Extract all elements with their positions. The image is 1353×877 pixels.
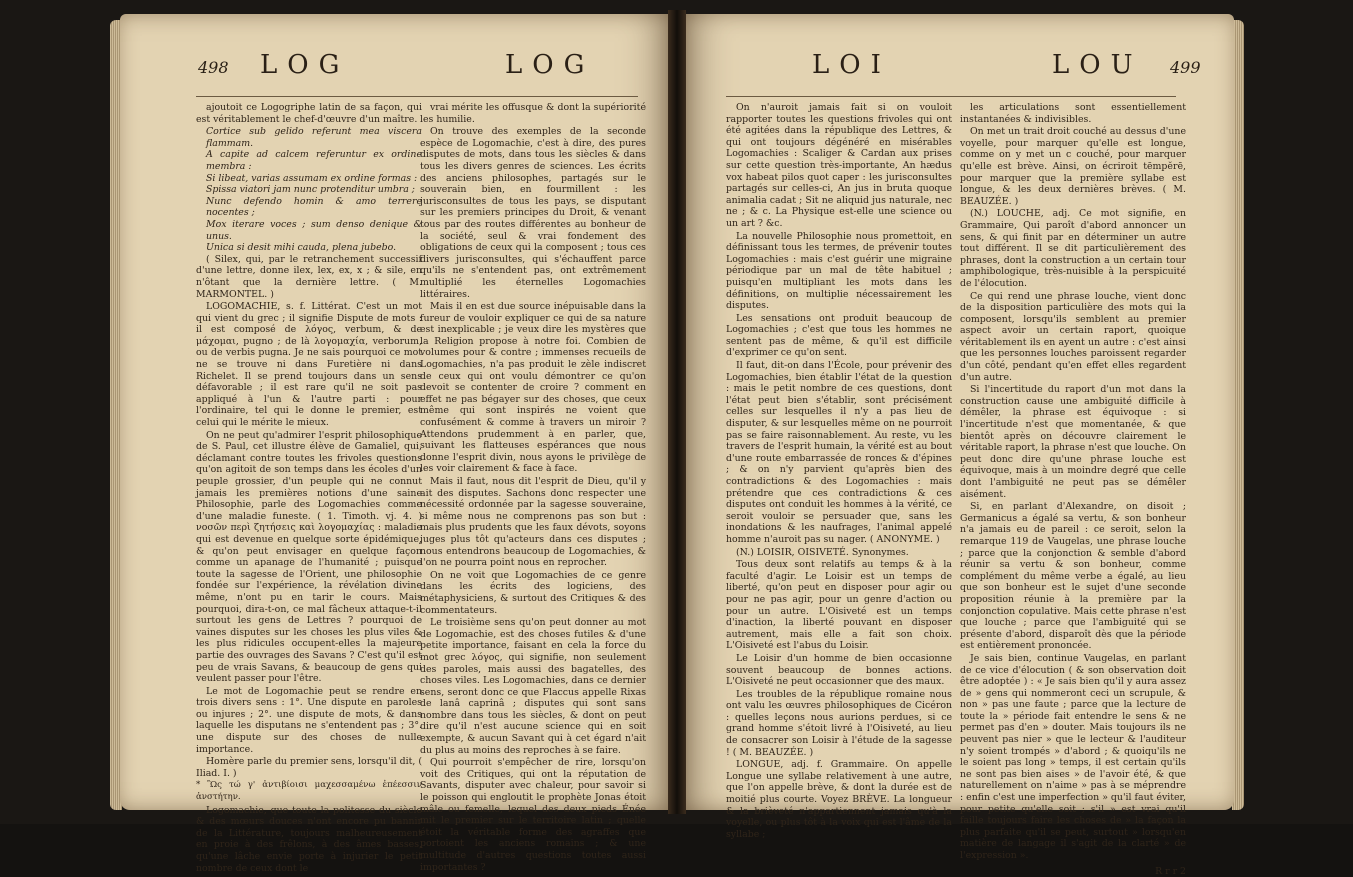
verse-line: Nunc defendo homin & amo terrere nocentes ; (206, 195, 422, 219)
verse-line: Cortice sub gelido referunt mea viscera flammam. (206, 126, 422, 149)
paragraph: Logomachie, que toute la politesse du siècle & des mœurs douces n'ont encore pu bannir de la Littérature, toujours malheureusement en proie à des frêlons, à des âmes basses, qu'une lâche envie porte à injurier le petit nombre de ceux dont le (196, 804, 422, 874)
paragraph: Si, en parlant d'Alexandre, on disoit ; Germanicus a égalé sa vertu, & son bonheur n'a jamais eu de pareil : ce seroit, selon la remarque 119 de Vaugelas, une phrase louche ; parce que la conjonction & semble d'abord réunir sa vertu & son bonheur, comme complément du même verbe a égalé, au lieu que son bonheur est le sujet d'une seconde proposition réunie à la première par la conjonction copulative. Mais cette phrase n'est que louche ; parce que l'ambiguité qui se présente d'abord, disparoît dès que la période est entièrement prononcée. (960, 501, 1186, 652)
paragraph: On ne voit que Logomachies de ce genre dans les écrits des logiciens, des métaphysiciens, & surtout des Critiques & des commentateurs. (420, 569, 646, 616)
paragraph: On n'auroit jamais fait si on vouloit rapporter toutes les questions frivoles qui ont été agitées dans la république des Lettres, & qui ont toujours dégénéré en misérables Logomachies : Scaliger & Cardan aux prises sur cette question très-importante, An hædus vox habeat pilos quot caper : les jurisconsultes partagés sur celles-ci, An jus in bruta quoque animalia cadat ; Sit ne aliquid jus naturale, nec ne ; & c. La Physique est-elle une science ou un art ? &c. (726, 102, 952, 229)
left-page-column-1 (196, 102, 422, 874)
verse-line: Unica si desit mihi cauda, plena jubebo. (206, 242, 397, 254)
left-page-column-2 (420, 102, 646, 873)
running-head-right: LOG (505, 50, 595, 80)
running-head-right: LOU (1052, 50, 1143, 80)
paragraph: (N.) LOISIR, OISIVETÉ. Synonymes. (736, 546, 909, 558)
paragraph: On trouve des exemples de la seconde espèce de Logomachie, c'est à dire, des pures disputes de mots, dans tous les siècles & dans tous les divers genres de sciences. Les écrits des anciens philosophes, partagés sur le souverain bien, en fourmillent : les jurisconsultes de tous les pays, se disputant sur les premiers principes du Droit, & venant tous par des routes différentes au bonheur de la société, seul & vrai fondement des obligations de ceux qui la composent ; tous ces divers jurisconsultes, qui s'échauffent parce qu'ils ne s'entendent pas, ont extrêmement multiplié les éternelles Logomachies littéraires. (420, 126, 646, 300)
paragraph: les articulations sont essentiellement instantanées & indivisibles. (960, 102, 1186, 125)
right-page-column-1 (726, 102, 952, 840)
paragraph: Mais il faut, nous dit l'esprit de Dieu, qu'il y ait des disputes. Sachons donc respecter une nécessité ordonnée par la sagesse souveraine, si même nous ne comprenons pas son but : mais plus prudents que les faux dévots, soyons juges plus tôt qu'acteurs dans ces disputes ; nous entendrons beaucoup de Logomachies, & l'on ne pourra point nous en reprocher. (420, 476, 646, 569)
paragraph: On met un trait droit couché au dessus d'une voyelle, pour marquer qu'elle est longue, comme on y met un c couché, pour marquer qu'elle est brève. Ainsi, on écriroit tēmpĕrē, pour marquer que la première syllabe est longue, & les deux dernières brèves. ( M. BEAUZÉE. ) (960, 126, 1186, 207)
left-page (120, 14, 672, 874)
paragraph: Tous deux sont relatifs au temps & à la faculté d'agir. Le Loisir est un temps de liberté, qu'on peut en disposer pour agir ou pour ne pas agir, pour un genre d'action ou pour un autre. L'Oisiveté est un temps d'inaction, la liberté pouvant en disposer autrement, mais elle a fait son choix. L'Oisiveté est l'abus du Loisir. (726, 559, 952, 652)
verse-line: A capite ad calcem referuntur ex ordine membra : (206, 149, 422, 172)
paragraph: ( Silex, qui, par le retranchement successif d'une lettre, donne ilex, lex, ex, x ; & sile, en n'ôtant que la dernière lettre. ( M. MARMONTEL. ) (196, 253, 422, 300)
running-head-left: LOI (812, 50, 891, 80)
paragraph: Le Loisir d'un homme de bien occasionne souvent beaucoup de bonnes actions. L'Oisiveté ne peut occasionner que des maux. (726, 652, 952, 688)
paragraph: La nouvelle Philosophie nous promettoit, en définissant tous les termes, de prévenir toutes Logomachies : mais c'est guérir une migraine périodique par un mal de tête habituel ; puisqu'en multipliant les mots dans les définitions, on multiplie nécessairement les disputes. (726, 230, 952, 312)
paragraph: Les troubles de la république romaine nous ont valu les œuvres philosophiques de Cicéron : quelles leçons nous aurions perdues, si ce grand homme s'étoit livré à l'Oisiveté, au lieu de consacrer son Loisir à l'étude de la sagesse ! ( M. BEAUZÉE. ) (726, 688, 952, 758)
verse-line: Si libeat, varias assumam ex ordine formas : (206, 172, 418, 184)
right-page-header (682, 50, 1234, 98)
paragraph: Je sais bien, continue Vaugelas, en parlant de ce vice d'élocution ( & son observation doit être adoptée ) : « Je sais bien qu'il y aura assez de » gens qui nommeront ceci un scrupule, & non » pas une faute ; parce que la lecture de toute la » période fait entendre le sens & ne permet pas d'en » douter. Mais toujours ils ne peuvent pas nier » que le lecteur & l'auditeur n'y soient trompés » d'abord ; & quoiqu'ils ne le soient pas long » temps, il est certain qu'ils ne sont pas bien aises » de l'avoir été, & que naturellement on n'aime » pas à se méprendre : enfin c'est une imperfection » qu'il faut éviter, pour petite qu'elle soit ; s'il » est vrai qu'il faille toujours faire les choses de » la façon la plus parfaite qu'il se peut, surtout » lorsqu'en matière de langage il s'agit de la clarté » de l'expression ». (960, 652, 1186, 861)
page-number: 498 (198, 58, 229, 77)
paragraph: Mais il en est due source inépuisable dans la fureur de vouloir expliquer ce qui de sa nature est inexplicable ; je veux dire les mystères que la Religion propose à notre foi. Combien de volumes pour & contre ; immenses recueils de Logomachies, n'a pas produit le zèle indiscret de ceux qui ont voulu démontrer ce qu'on devoit se contenter de croire ? comment en effet ne pas bégayer sur des choses, que ceux même qui sont inspirés ne voient que confusément & comme à travers un miroir ? Attendons prudemment à en parler, que, suivant les flatteuses espérances que nous donne l'esprit divin, nous ayons le privilège de les voir clairement & face à face. (420, 301, 646, 475)
signature-mark: R r r 2 (1155, 865, 1186, 877)
right-page (682, 14, 1234, 877)
header-rule (196, 96, 638, 97)
footnote: * Ὣς τώ γ' ἀντιβίοισι μαχεσσαμένω ἐπέεσσιν ἀνστήτην. (196, 780, 422, 803)
paragraph: ajoutoit ce Logogriphe latin de sa façon, qui est véritablement le chef-d'œuvre d'un maître. (196, 102, 422, 125)
paragraph: On ne peut qu'admirer l'esprit philosophique de S. Paul, cet illustre élève de Gamaliel, qui, déclamant contre toutes les frivoles questions qu'on agitoit de son temps dans les écoles d'un peuple grossier, d'un peuple qui ne connut jamais les premières notions d'une saine Philosophie, parle des Logomachies comme d'une maladie funeste. ( 1. Timoth. vj. 4. ) νοσῶν περὶ ζητήσεις καὶ λογομαχίας : maladie qui est devenue en quelque sorte épidémique, & qu'on peut envisager en quelque façon comme un apanage de l'humanité ; puisque toute la sagesse de l'Orient, une philosophie fondée sur l'expérience, la révélation divine même, n'ont pu en tarir le cours. Mais pourquoi, dira-t-on, ce mal fâcheux attaque-t-il surtout les gens de Lettres ? pourquoi de vaines disputes sur les choses les plus viles & les plus ridicules occupent-elles la majeure partie des ouvrages des Savans ? C'est qu'il est peu de vrais Savans, & beaucoup de gens qui veulent passer pour l'être. (196, 429, 422, 685)
paragraph: LONGUE, adj. f. Grammaire. On appelle Longue une syllabe relativement à une autre, que l'on appelle brève, & dont la durée est de moitié plus courte. Voyez BRÈVE. La longueur & la brièveté n'appartiennent jamais qu'à la voyelle, ou plus tôt à la voix qui est l'âme de la syllabe ; (726, 759, 952, 840)
paragraph: LOGOMACHIE, s. f. Littérat. C'est un mot qui vient du grec ; il signifie Dispute de mots : il est composé de λόγος, verbum, & de μάχομαι, pugno ; de là λογομαχία, verborum, ou de verbis pugna. Je ne sais pourquoi ce mot ne se trouve ni dans Furetière ni dans Richelet. Il se prend toujours dans un sens défavorable ; il est rare qu'il ne soit pas appliqué à l'un & l'autre parti : pour l'ordinaire, tel qui le donne le premier, est celui qui le mérite le mieux. (196, 301, 422, 429)
verse-line: Mox iterare voces ; sum denso denique & unus. (206, 218, 422, 242)
paragraph: Homère parle du premier sens, lorsqu'il dit, ( Iliad. I. ) (196, 756, 422, 779)
paragraph: Le troisième sens qu'on peut donner au mot de Logomachie, est des choses futiles & d'une petite importance, faisant en cela la force du mot grec λόγος, qui signifie, non seulement des paroles, mais aussi des bagatelles, des choses viles. Les Logomachies, dans ce dernier sens, seront donc ce que Flaccus appelle Rixas de lanâ caprinâ ; disputes qui sont sans nombre dans tous les siècles, & dont on peut dire qu'il n'est aucune science qui en soit exempte, & aucun Savant qui à cet égard n'ait du plus au moins des reproches à se faire. (420, 617, 646, 756)
verse-line: Spissa viatori jam nunc protenditur umbra ; (206, 184, 415, 196)
running-head-left: LOG (260, 50, 350, 80)
paragraph: Le mot de Logomachie peut se rendre en trois divers sens : 1°. Une dispute en paroles ou injures ; 2°. une dispute de mots, & dans laquelle les disputans ne s'entendent pas ; 3°. une dispute sur des choses de nulle importance. (196, 685, 422, 755)
paragraph: Si l'incertitude du raport d'un mot dans la construction cause une ambiguité difficile à démêler, la phrase est équivoque : si l'incertitude n'est que momentanée, & que bientôt après on découvre clairement le véritable raport, la phrase n'est que louche. On peut donc dire qu'une phrase louche est équivoque, mais à un moindre degré que celle dont l'ambiguité ne peut pas se démêler aisément. (960, 384, 1186, 500)
paragraph: (N.) LOUCHE, adj. Ce mot signifie, en Grammaire, Qui paroît d'abord annoncer un sens, & qui finit par en déterminer un autre tout différent. Il se dit particulièrement des phrases, dont la construction a un certain tour amphibologique, très-nuisible à la perspicuité de l'élocution. (960, 208, 1186, 289)
book-gutter (668, 10, 686, 814)
paragraph: Qui pourroit s'empêcher de rire, lorsqu'on voit des Critiques, qui ont la réputation de Savants, disputer avec chaleur, pour savoir si le poisson qui engloutit le prophète Jonas étoit mâle ou femelle, lequel des deux pieds Énée mit le premier sur le territoire latin ; quelle étoit la véritable forme des agraffes que portoient les anciens romains ; & une multitude d'autres questions toutes aussi importantes ? (420, 757, 646, 873)
right-page-column-2 (960, 102, 1186, 877)
paragraph: Ce qui rend une phrase louche, vient donc de la disposition particulière des mots qui la composent, lorsqu'ils semblent au premier aspect avoir un certain raport, quoique véritablement ils en ayent un autre : c'est ainsi que les personnes louches paroissent regarder d'un côté, pendant qu'en effet elles regardent d'un autre. (960, 290, 1186, 383)
paragraph: vrai mérite les offusque & dont la supériorité les humilie. (420, 102, 646, 125)
page-number: 499 (1170, 58, 1201, 77)
left-page-header (120, 50, 672, 98)
paragraph: Les sensations ont produit beaucoup de Logomachies ; c'est que tous les hommes ne sentent pas de même, & qu'il est difficile d'exprimer ce qu'on sent. (726, 312, 952, 359)
paragraph: Il faut, dit-on dans l'École, pour prévenir des Logomachies, bien établir l'état de la question : mais le petit nombre de ces questions, dont l'état peut bien s'établir, sont précisément celles sur lesquelles il n'y a pas lieu de disputer, & sur lesquelles même on ne pourroit pas se faire raisonnablement. Au reste, vu les travers de l'esprit humain, la vérité est au bout d'une route embarrassée de ronces & d'épines ; & on n'y parvient qu'après bien des contradictions & des Logomachies : mais prétendre que ces contradictions & ces disputes ont conduit les hommes à la vérité, ce seroit vouloir se persuader que, sans les inondations & les naufrages, l'animal appelé homme n'auroit pas su nager. ( ANONYME. ) (726, 360, 952, 545)
header-rule (726, 96, 1176, 97)
